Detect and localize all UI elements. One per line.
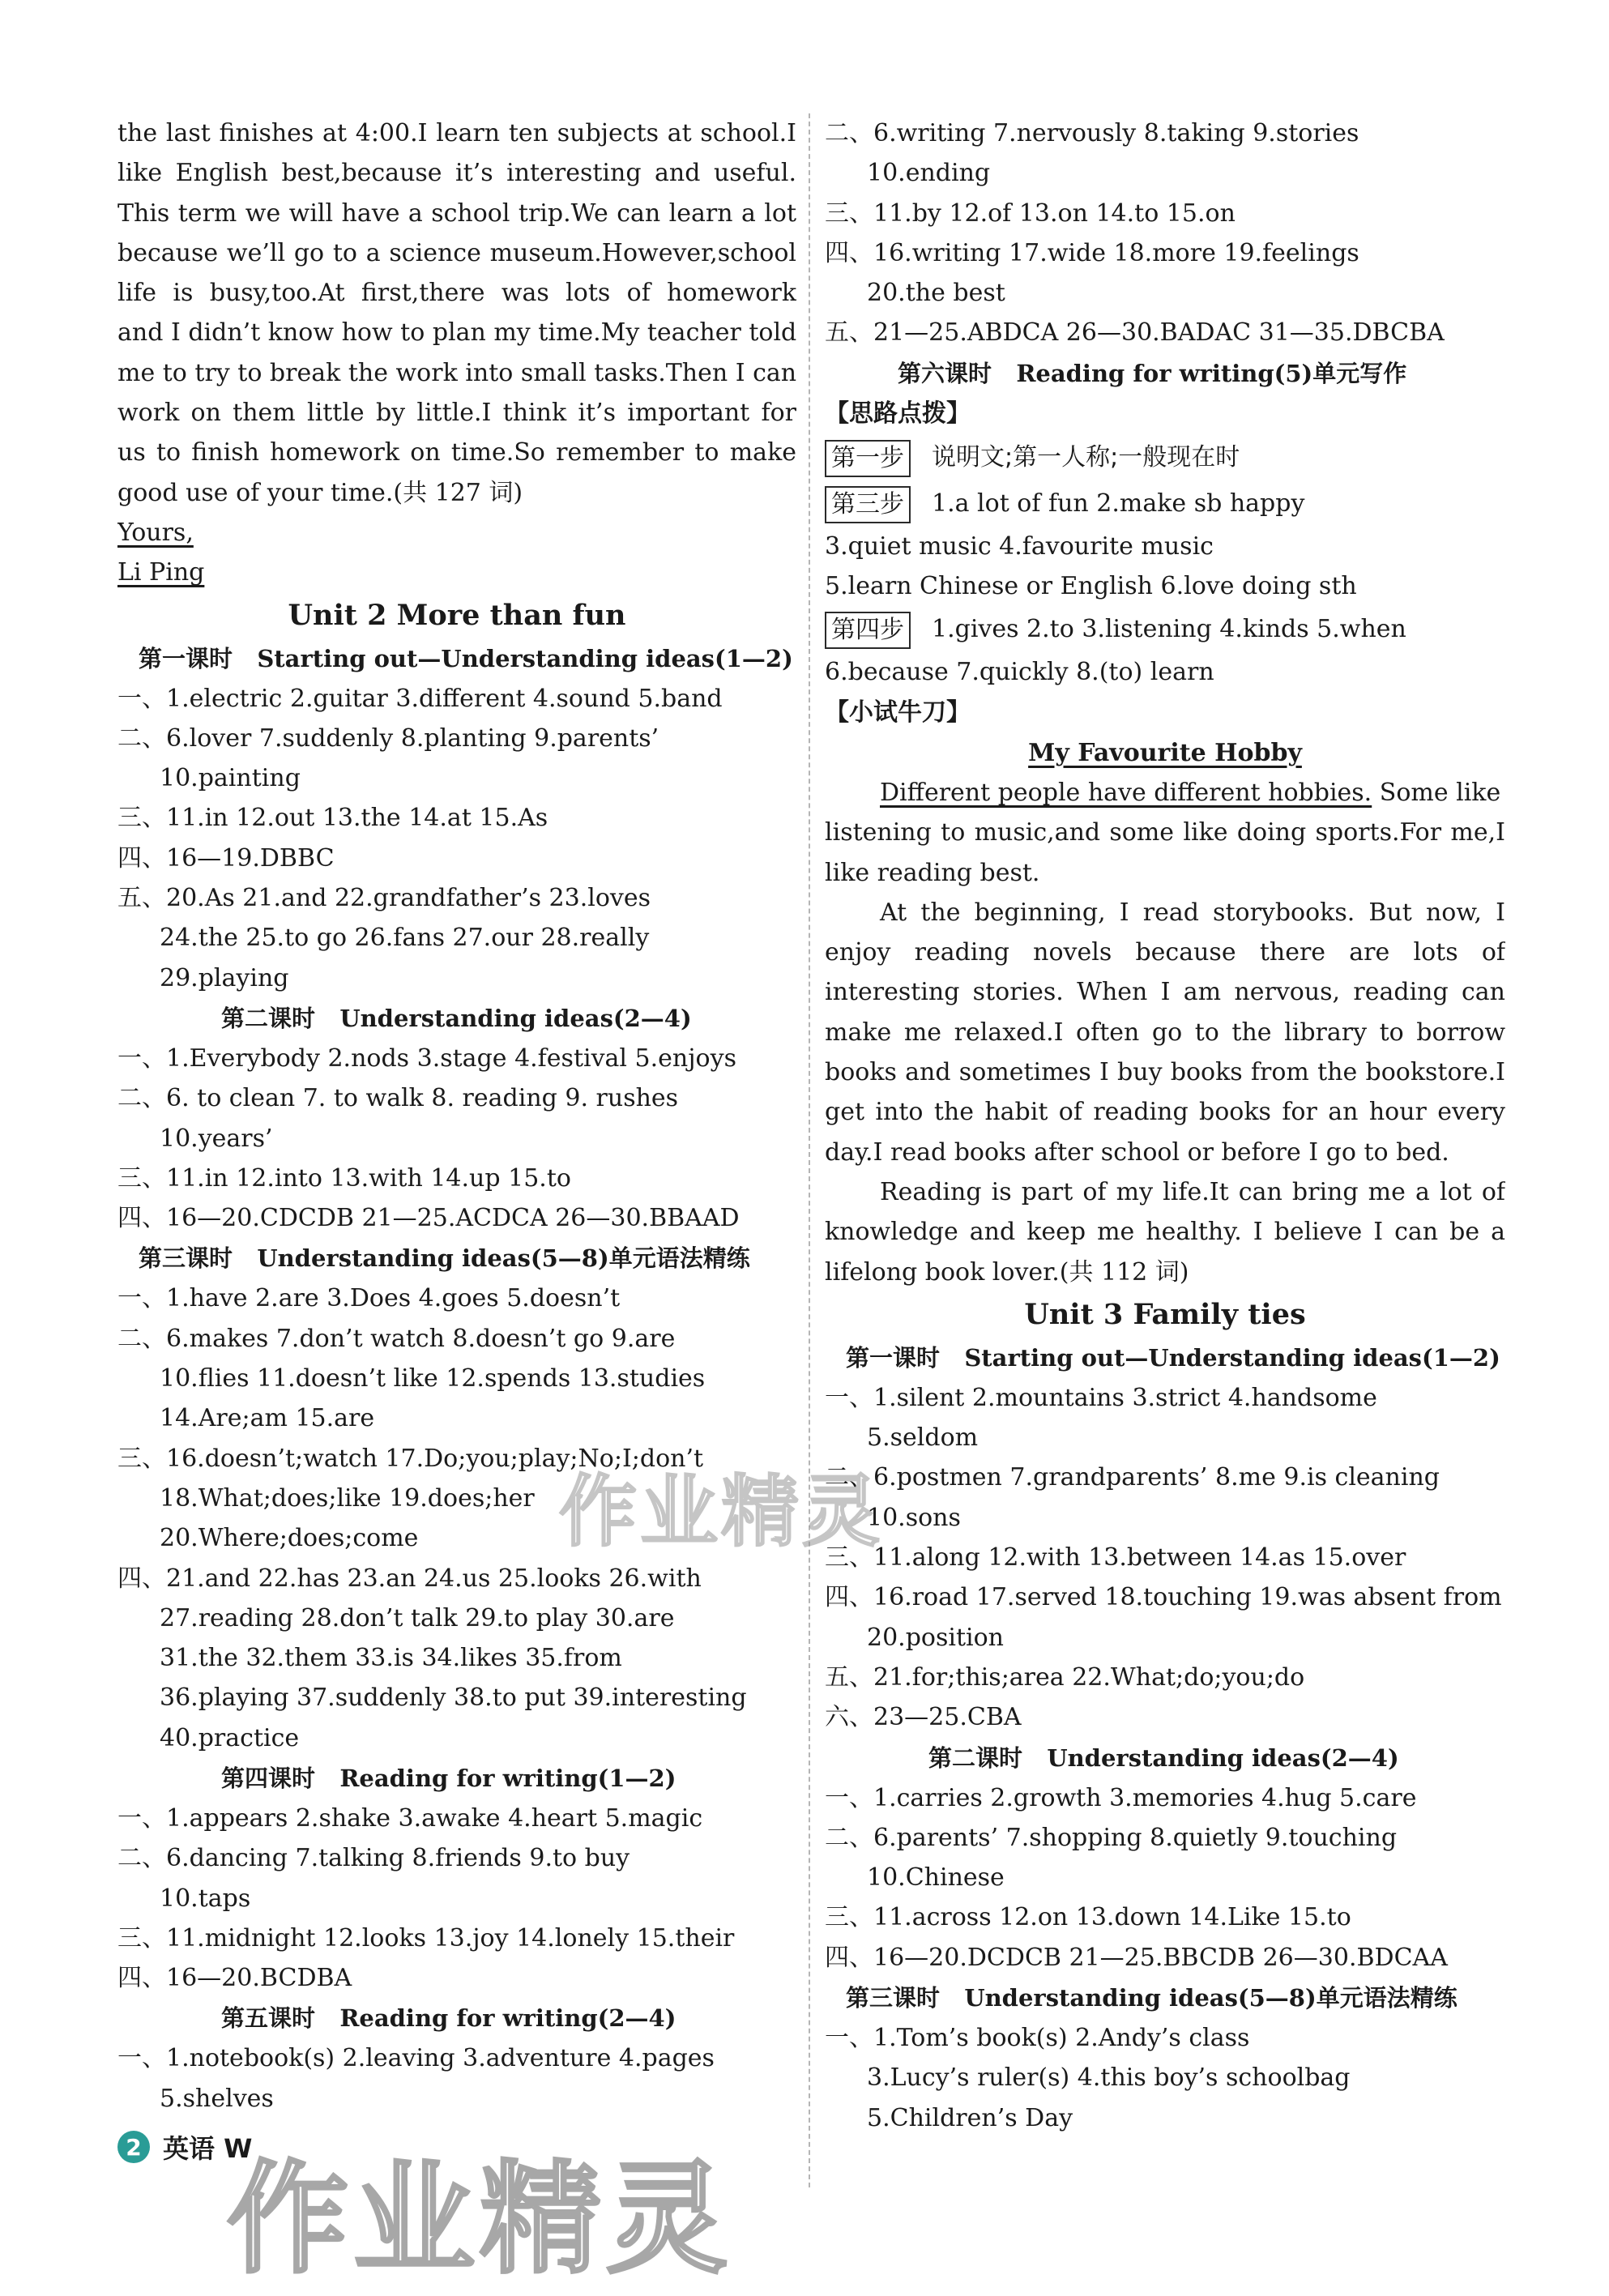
answer-line: 一、1.carries 2.growth 3.memories 4.hug 5.care — [825, 1783, 1417, 1812]
essay-text: Some like — [1372, 778, 1501, 807]
answer-line: 二、6.parents’ 7.shopping 8.quietly 9.touching — [825, 1823, 1398, 1852]
step-text: 1.gives 2.to 3.listening 4.kinds 5.when — [932, 615, 1406, 644]
essay-topic-sentence: Different people have different hobbies. — [880, 778, 1372, 807]
letter-line: because we’ll go to a science museum.However,school — [117, 238, 796, 267]
answer-line: 三、11.in 12.out 13.the 14.at 15.As — [117, 804, 548, 833]
answer-line: 10.taps — [160, 1884, 251, 1913]
lesson-title: Reading for writing(1—2) — [339, 1764, 676, 1792]
answer-line: 10.sons — [867, 1503, 961, 1532]
letter-line: us to finish homework on time.So remember to make — [117, 438, 796, 467]
answer-line: 10.painting — [160, 764, 301, 793]
answer-line: 20.Where;does;come — [160, 1524, 419, 1553]
lesson-number: 第一课时 — [139, 644, 233, 672]
lesson-title: Reading for writing(2—4) — [339, 2004, 676, 2033]
answer-line: 一、1.Everybody 2.nods 3.stage 4.festival 5.enjoys — [117, 1043, 736, 1073]
answer-line: 31.the 32.them 33.is 34.likes 35.from — [160, 1644, 622, 1673]
essay-line: lifelong book lover.(共 112 词) — [825, 1257, 1189, 1287]
answer-line: 20.the best — [867, 279, 1005, 308]
answer-line: 一、1.Tom’s book(s) 2.Andy’s class — [825, 2023, 1250, 2052]
answer-line: 二、6.lover 7.suddenly 8.planting 9.parents’ — [117, 723, 659, 753]
answer-line: 二、6.makes 7.don’t watch 8.doesn’t go 9.are — [117, 1324, 676, 1353]
answer-line: 一、1.appears 2.shake 3.awake 4.heart 5.magic — [117, 1803, 703, 1833]
answer-line: 5.learn Chinese or English 6.love doing sth — [825, 572, 1357, 601]
left-column — [117, 113, 796, 2119]
essay-line — [825, 773, 1505, 813]
column-divider — [809, 113, 810, 2187]
lesson-number: 第一课时 — [846, 1343, 941, 1372]
answer-line: 四、21.and 22.has 23.an 24.us 25.looks 26.with — [117, 1564, 702, 1593]
lesson-title: Understanding ideas(2—4) — [339, 1004, 692, 1032]
section-heading-silu: 【思路点拨】 — [825, 399, 971, 428]
lesson-number: 第四课时 — [221, 1764, 316, 1792]
essay-line: enjoy reading novels because there are lots of — [825, 938, 1505, 967]
answer-line: 四、16—20.BCDBA — [117, 1964, 352, 1993]
answer-line: 二、6. to clean 7. to walk 8. reading 9. rushes — [117, 1084, 679, 1113]
answer-line: 10.years’ — [160, 1124, 273, 1153]
answer-line: 三、11.in 12.into 13.with 14.up 15.to — [117, 1163, 571, 1193]
letter-line: life is busy,too.At first,there was lots of homework — [117, 279, 796, 308]
section-heading-xiaoshi: 【小试牛刀】 — [825, 698, 971, 727]
answer-line: 四、16.road 17.served 18.touching 19.was absent from — [825, 1583, 1502, 1612]
answer-line: 3.quiet music 4.favourite music — [825, 531, 1214, 561]
letter-line: me to try to break the work into small tasks.Then I can — [117, 358, 796, 387]
answer-line: 五、21.for;this;area 22.What;do;you;do — [825, 1662, 1305, 1692]
lesson-title: Starting out—Understanding ideas(1—2) — [257, 644, 793, 672]
answer-line: 二、6.postmen 7.grandparents’ 8.me 9.is cleaning — [825, 1463, 1440, 1492]
lesson-number: 第三课时 — [139, 1244, 233, 1273]
lesson-title: Starting out—Understanding ideas(1—2) — [964, 1343, 1500, 1372]
letter-body — [117, 113, 796, 593]
letter-line: good use of your time.(共 127 词) — [117, 478, 523, 507]
step-text: 1.a lot of fun 2.make sb happy — [932, 489, 1305, 518]
watermark: 作业精灵 — [559, 1466, 883, 1557]
lesson-heading — [117, 1758, 796, 1799]
answer-line: 五、21—25.ABDCA 26—30.BADAC 31—35.DBCBA — [825, 318, 1445, 348]
essay-line: Reading is part of my life.It can bring me a lot of — [880, 1177, 1505, 1206]
watermark: 作业精灵 — [227, 2149, 733, 2290]
lesson-title: Understanding ideas(5—8)单元语法精练 — [257, 1244, 750, 1273]
answer-line: 一、1.electric 2.guitar 3.different 4.sound 5.band — [117, 684, 723, 713]
step-row — [825, 480, 1505, 527]
answer-line: 二、6.writing 7.nervously 8.taking 9.stories — [825, 119, 1359, 147]
right-column — [825, 113, 1505, 2138]
answer-line: 二、6.dancing 7.talking 8.friends 9.to buy — [117, 1844, 630, 1873]
letter-line: like English best,because it’s interesting and useful. — [117, 159, 796, 188]
essay-line: get into the habit of reading books for an hour every — [825, 1098, 1505, 1127]
lesson-heading — [117, 1238, 796, 1278]
answer-line: 3.Lucy’s ruler(s) 4.this boy’s schoolbag — [867, 2063, 1351, 2093]
essay-line: listening to music,and some like doing sports.For me,I — [825, 818, 1505, 847]
answer-line: 四、16—20.CDCDB 21—25.ACDCA 26—30.BBAAD — [117, 1204, 740, 1233]
lesson-number: 第二课时 — [928, 1743, 1023, 1772]
lesson-title: Understanding ideas(5—8)单元语法精练 — [964, 1983, 1457, 2012]
essay-title: My Favourite Hobby — [1028, 738, 1302, 767]
unit-3-title: Unit 3 Family ties — [1024, 1297, 1306, 1331]
answer-line: 18.What;does;like 19.does;her — [160, 1483, 535, 1513]
step-row — [825, 606, 1505, 652]
answer-line: 一、1.have 2.are 3.Does 4.goes 5.doesn’t — [117, 1284, 621, 1313]
lesson-heading — [117, 1998, 796, 2038]
step-label: 第三步 — [825, 486, 911, 523]
essay-line: make me relaxed.I often go to the library to borrow — [825, 1018, 1505, 1047]
essay-line: books and sometimes I buy books from the bookstore.I — [825, 1058, 1505, 1087]
letter-signature: Li Ping — [117, 558, 205, 587]
step-row — [825, 434, 1505, 480]
lesson-number: 第六课时 — [898, 359, 992, 387]
letter-line: the last finishes at 4:00.I learn ten subjects at school.I — [117, 119, 796, 147]
step-label: 第四步 — [825, 612, 911, 649]
step-text: 说明文;第一人称;一般现在时 — [932, 442, 1240, 472]
answer-line: 5.seldom — [867, 1423, 979, 1453]
lesson-heading — [825, 1338, 1505, 1378]
letter-line: work on them little by little.I think it’s important for — [117, 399, 796, 428]
answer-line: 27.reading 28.don’t talk 29.to play 30.are — [160, 1603, 675, 1632]
page-number-badge: 2 — [117, 2131, 150, 2163]
answer-line: 三、11.by 12.of 13.on 14.to 15.on — [825, 198, 1236, 228]
lesson-title: Reading for writing(5)单元写作 — [1016, 359, 1407, 387]
answer-line: 6.because 7.quickly 8.(to) learn — [825, 658, 1214, 687]
answer-line: 一、1.notebook(s) 2.leaving 3.adventure 4.pages — [117, 2044, 715, 2073]
lesson-heading — [117, 998, 796, 1039]
lesson-number: 第二课时 — [221, 1004, 316, 1032]
essay-line: interesting stories. When I am nervous, reading can — [825, 978, 1505, 1007]
answer-line: 10.Chinese — [867, 1863, 1005, 1893]
answer-line: 三、11.across 12.on 13.down 14.Like 15.to — [825, 1903, 1351, 1932]
essay-line: day.I read books after school or before I go to bed. — [825, 1137, 1449, 1167]
answer-line: 四、16—19.DBBC — [117, 843, 335, 873]
lesson-title: Understanding ideas(2—4) — [1047, 1743, 1399, 1772]
answer-line: 24.the 25.to go 26.fans 27.our 28.really — [160, 924, 650, 953]
answer-line: 20.position — [867, 1623, 1004, 1652]
lesson-number: 第五课时 — [221, 2004, 316, 2033]
answer-line: 10.ending — [867, 159, 991, 188]
answer-line: 四、16.writing 17.wide 18.more 19.feelings — [825, 238, 1359, 267]
answer-line: 一、1.silent 2.mountains 3.strict 4.handsome — [825, 1383, 1377, 1412]
essay-line: At the beginning, I read storybooks. But now, I — [880, 898, 1505, 927]
letter-line: and I didn’t know how to plan my time.My teacher told — [117, 318, 796, 348]
letter-closing: Yours, — [117, 518, 194, 547]
lesson-heading — [825, 1738, 1505, 1778]
answer-line: 三、11.along 12.with 13.between 14.as 15.over — [825, 1543, 1406, 1573]
lesson-number: 第三课时 — [846, 1983, 941, 2012]
unit-2-title: Unit 2 More than fun — [288, 598, 626, 632]
answer-line: 14.Are;am 15.are — [160, 1404, 375, 1433]
subject-label: 英语 W — [163, 2133, 253, 2164]
answer-line: 29.playing — [160, 963, 289, 992]
lesson-heading — [825, 1978, 1505, 2018]
answer-line: 六、23—25.CBA — [825, 1703, 1022, 1732]
answer-line: 36.playing 37.suddenly 38.to put 39.interesting — [160, 1684, 747, 1713]
answer-line: 三、16.doesn’t;watch 17.Do;you;play;No;I;don’t — [117, 1444, 704, 1473]
answer-line: 五、20.As 21.and 22.grandfather’s 23.loves — [117, 884, 651, 913]
answer-line: 5.Children’s Day — [867, 2103, 1073, 2132]
lesson-heading — [117, 638, 796, 679]
answer-line: 5.shelves — [160, 2084, 274, 2113]
lesson-heading — [825, 353, 1505, 394]
answer-line: 三、11.midnight 12.looks 13.joy 14.lonely 15.their — [117, 1923, 735, 1952]
answer-line: 10.flies 11.doesn’t like 12.spends 13.studies — [160, 1364, 706, 1393]
answer-line: 四、16—20.DCDCB 21—25.BBCDB 26—30.BDCAA — [825, 1943, 1448, 1972]
answer-line: 40.practice — [160, 1723, 300, 1752]
step-label: 第一步 — [825, 440, 911, 477]
essay-line: like reading best. — [825, 858, 1040, 887]
essay-line: knowledge and keep me healthy. I believe I can be a — [825, 1218, 1505, 1247]
letter-line: This term we will have a school trip.We can learn a lot — [117, 198, 796, 228]
